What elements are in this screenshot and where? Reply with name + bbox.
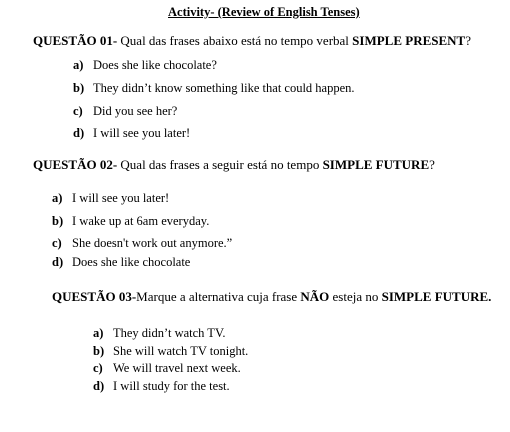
option-letter: a) — [52, 191, 63, 205]
q2-option-c — [52, 236, 232, 251]
question-2-emphasis: SIMPLE FUTURE — [322, 157, 430, 172]
option-text: She will watch TV tonight. — [113, 344, 249, 358]
option-text: I will see you later! — [72, 191, 170, 205]
option-letter: b) — [73, 81, 85, 95]
q2-option-a — [52, 191, 169, 206]
q3-option-d — [93, 379, 230, 394]
question-3-number: QUESTÃO 03- — [52, 289, 137, 304]
q3-option-b — [93, 344, 248, 359]
option-text: We will travel next week. — [113, 361, 241, 375]
question-2-suffix: ? — [429, 157, 435, 172]
option-letter: a) — [93, 326, 104, 340]
question-3-emphasis: SIMPLE FUTURE. — [381, 289, 492, 304]
option-letter: c) — [93, 361, 103, 375]
option-text: I will study for the test. — [113, 379, 230, 393]
q3-option-c — [93, 361, 241, 376]
option-letter: d) — [73, 126, 85, 140]
option-text: I wake up at 6am everyday. — [72, 214, 210, 228]
option-letter: b) — [52, 214, 64, 228]
option-text: Does she like chocolate? — [93, 58, 217, 72]
option-letter: d) — [52, 255, 64, 269]
option-letter: d) — [93, 379, 105, 393]
option-letter: c) — [52, 236, 62, 250]
q2-option-b — [52, 214, 209, 229]
question-2 — [33, 157, 435, 173]
question-1 — [33, 33, 471, 49]
q2-option-d — [52, 255, 190, 270]
option-letter: a) — [73, 58, 84, 72]
option-text: She doesn't work out anymore.” — [72, 236, 233, 250]
question-3-emphasis-nao: NÃO — [300, 289, 330, 304]
question-1-text: Qual das frases abaixo está no tempo verbal — [117, 33, 353, 48]
option-letter: b) — [93, 344, 105, 358]
option-text: They didn’t watch TV. — [113, 326, 226, 340]
question-3 — [52, 289, 491, 305]
page-title: Activity- (Review of English Tenses) — [168, 5, 360, 19]
question-3-text-2: esteja no — [329, 289, 382, 304]
option-text: They didn’t know something like that could happen. — [93, 81, 355, 95]
q3-option-a — [93, 326, 226, 341]
question-1-emphasis: SIMPLE PRESENT — [352, 33, 466, 48]
q1-option-c — [73, 104, 177, 119]
option-text: Does she like chocolate — [72, 255, 191, 269]
question-2-text: Qual das frases a seguir está no tempo — [117, 157, 323, 172]
question-1-number: QUESTÃO 01- — [33, 33, 118, 48]
question-1-suffix: ? — [465, 33, 472, 48]
option-letter: c) — [73, 104, 83, 118]
option-text: I will see you later! — [93, 126, 191, 140]
q1-option-d — [73, 126, 190, 141]
q1-option-b — [73, 81, 355, 96]
q1-option-a — [73, 58, 217, 73]
question-3-text: Marque a alternativa cuja frase — [136, 289, 301, 304]
question-2-number: QUESTÃO 02- — [33, 157, 118, 172]
option-text: Did you see her? — [93, 104, 178, 118]
